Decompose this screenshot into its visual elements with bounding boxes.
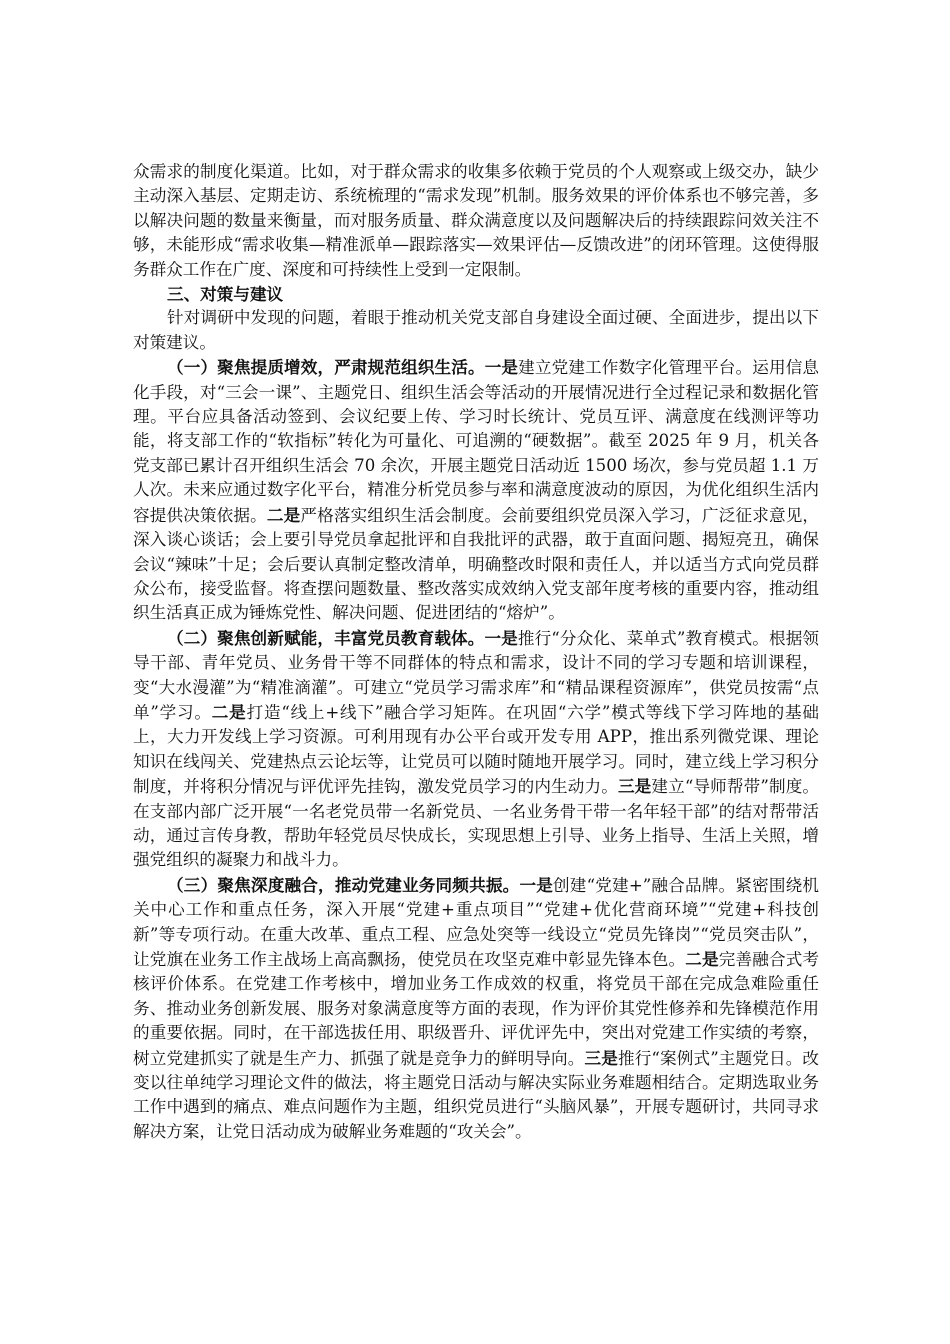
ordinal-marker: 一是 bbox=[484, 627, 518, 648]
subsection-1-text-1: 建立党建工作数字化管理平台。运用信息化手段，对“三会一课”、主题党日、组织生活会等活动的开展情况进行全过程记录和数据化管理。平台应具备活动签到、会议纪要上传、学习时长统计、党员互评、满意度在线测评等功能，将支部工作的“软指标”转化为可量化、可追溯的“硬数据”。截至 2025 年 9 月，机关各党支部已累计召开组织生活会 70 余次，开展主题党日活动近 1500 场次，参与党员超 1.1 万人次。未来应通过数字化平台，精准分析党员参与率和满意度波动的原因，为优化组织生活内容提供决策依据。 bbox=[133, 358, 820, 525]
subsection-3-text-3: 推行“案例式”主题党日。改变以往单纯学习理论文件的做法，将主题党日活动与解决实际业务难题相结合。定期选取业务工作中遇到的痛点、难点问题作为主题，组织党员进行“头脑风暴”，开展专题研讨，共同寻求解决方案，让党日活动成为破解业务难题的“攻关会”。 bbox=[133, 1048, 820, 1141]
subsection-2-text-2: 打造“线上+线下”融合学习矩阵。在巩固“六学”模式等线下学习阵地的基础上，大力开发线上学习资源。可利用现有办公平台或开发专用 APP，推出系列微党课、理论知识在线闯关、党建热点云论坛等，让党员可以随时随地开展学习。同时，建立线上学习积分制度，并将积分情况与评优评先挂钩，激发党员学习的内生动力。 bbox=[133, 702, 819, 797]
subsection-3-text-2: 完善融合式考核评价体系。在党建工作考核中，增加业务工作成效的权重，将党员干部在完成急难险重任务、推动业务创新发展、服务对象满意度等方面的表现，作为评价其党性修养和先锋模范作用的重要依据。同时，在干部选拔任用、职级晋升、评优评先中，突出对党建工作实绩的考察，树立党建抓实了就是生产力、抓强了就是竞争力的鲜明导向。 bbox=[133, 950, 820, 1068]
ordinal-marker: 三是 bbox=[584, 1047, 618, 1068]
ordinal-marker: 二是 bbox=[685, 949, 719, 969]
subsection-1-title: （一）聚焦提质增效，严肃规范组织生活。 bbox=[167, 357, 485, 378]
subsection-1-text-2: 严格落实组织生活会制度。会前要组织党员深入学习，广泛征求意见，深入谈心谈话；会上要引导党员拿起批评和自我批评的武器，敢于直面问题、揭短亮丑，确保会议“辣味”十足；会后要认真制定整改清单，明确整改时限和责任人，并以适当方式向党员群众公布，接受监督。将查摆问题数量、整改落实成效纳入党支部年度考核的重要内容，推动组织生活真正成为锤炼党性、解决问题、促进团结的“熔炉”。 bbox=[133, 505, 820, 623]
ordinal-marker: 三是 bbox=[617, 776, 652, 797]
paragraph-continuation: 众需求的制度化渠道。比如，对于群众需求的收集多依赖于党员的个人观察或上级交办，缺少主动深入基层、定期走访、系统梳理的“需求发现”机制。服务效果的评价体系也不够完善，多以解决问题的数量来衡量，而对服务质量、群众满意度以及问题解决后的持续跟踪问效关注不够，未能形成“需求收集—精准派单—跟踪落实—效果评估—反馈改进”的闭环管理。这使得服务群众工作在广度、深度和可持续性上受到一定限制。 bbox=[133, 162, 819, 279]
ordinal-marker: 二是 bbox=[266, 504, 301, 525]
paragraph-subsection-1 bbox=[133, 355, 819, 625]
subsection-3-text-1: 创建“党建+”融合品牌。紧密围绕机关中心工作和重点任务，深入开展“党建+重点项目”“党建+优化营商环境”“党建+科技创新”等专项行动。在重大改革、重点工程、应急处突等一线设立“党员先锋岗”“党员突击队”，让党旗在业务工作主战场上高高飘扬，使党员在攻坚克难中彰显先锋本色。 bbox=[133, 875, 820, 969]
ordinal-marker: 一是 bbox=[484, 357, 519, 378]
subsection-2-text-1: 推行“分众化、菜单式”教育模式。根据领导干部、青年党员、业务骨干等不同群体的特点和需求，设计不同的学习专题和培训课程，变“大水漫灌”为“精准滴灌”。可建立“党员学习需求库”和“精品课程资源库”，供党员按需“点单”学习。 bbox=[133, 628, 820, 722]
section-heading-countermeasures: 三、对策与建议 bbox=[167, 284, 284, 305]
paragraph-subsection-2 bbox=[133, 626, 819, 873]
paragraph-intro: 针对调研中发现的问题，着眼于推动机关党支部自身建设全面过硬、全面进步，提出以下对策建议。 bbox=[133, 308, 819, 352]
paragraph-subsection-3 bbox=[133, 873, 819, 1144]
ordinal-marker: 二是 bbox=[211, 701, 247, 722]
subsection-2-title: （二）聚焦创新赋能，丰富党员教育载体。 bbox=[167, 627, 485, 648]
subsection-3-title: （三）聚焦深度融合，推动党建业务同频共振。 bbox=[167, 874, 520, 895]
document-body bbox=[133, 160, 819, 1144]
subsection-2-text-3: 建立“导师帮带”制度。在支部内部广泛开展“一名老党员带一名新党员、一名业务骨干带一名年轻干部”的结对帮带活动，通过言传身教，帮助年轻党员尽快成长，实现思想上引导、业务上指导、生活上关照，增强党组织的凝聚力和战斗力。 bbox=[133, 777, 820, 870]
ordinal-marker: 一是 bbox=[519, 874, 554, 895]
